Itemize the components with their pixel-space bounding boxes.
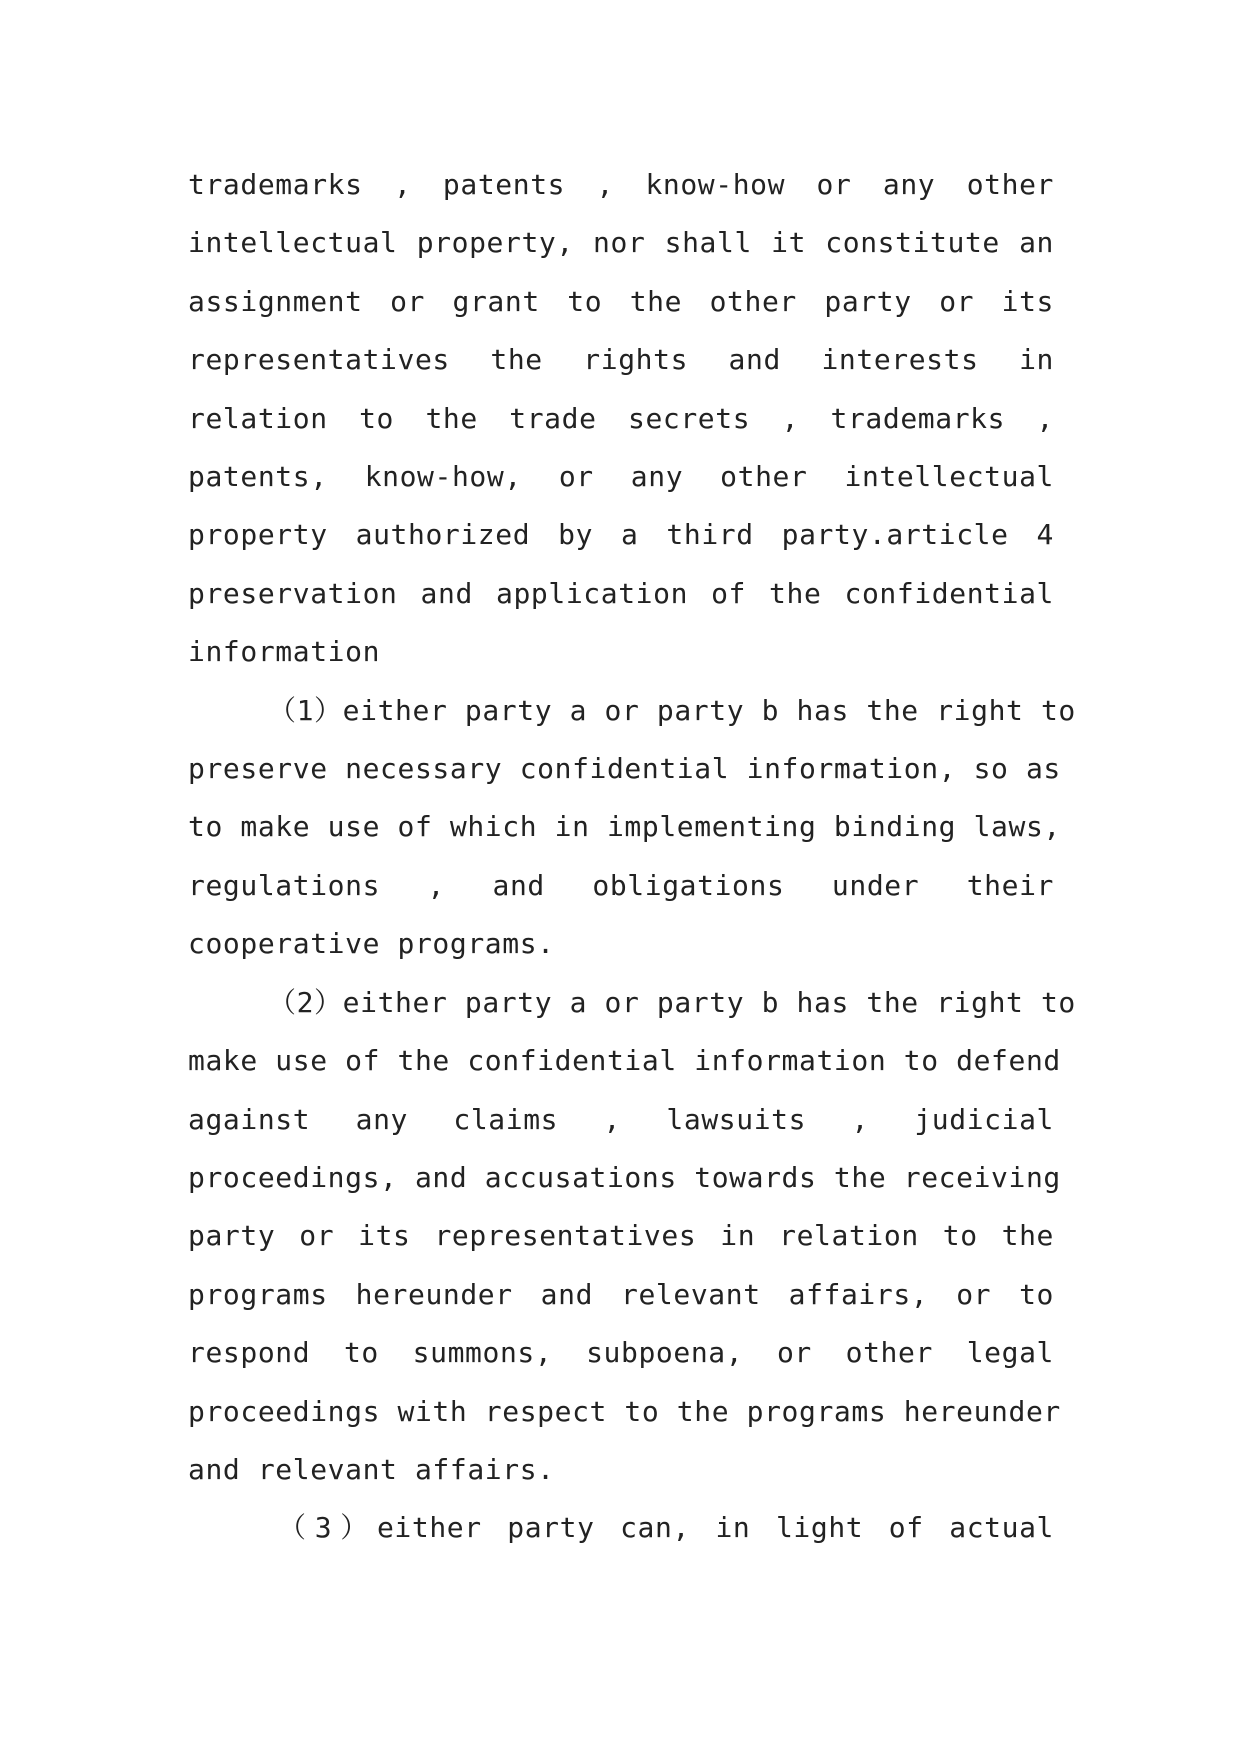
paragraph-item-1 <box>188 682 1076 974</box>
text-line: proceedings, and accusations towards the receiving <box>188 1160 1061 1194</box>
text-line: relation to the trade secrets , trademarks , <box>188 401 1054 435</box>
text-line: against any claims , lawsuits , judicial <box>188 1102 1054 1136</box>
document-body <box>188 156 1076 1558</box>
text-line: respond to summons, subpoena, or other legal <box>188 1336 1054 1370</box>
text-line: regulations , and obligations under their <box>188 868 1054 902</box>
text-line: cooperative programs. <box>188 927 555 961</box>
text-line: preserve necessary confidential information, so as <box>188 752 1061 786</box>
text-line: programs hereunder and relevant affairs, or to <box>188 1277 1054 1311</box>
paragraph-item-2 <box>188 974 1076 1500</box>
text-line: to make use of which in implementing binding laws, <box>188 810 1061 844</box>
paragraph-continuation <box>188 156 1054 682</box>
text-line: representatives the rights and interests in <box>188 343 1054 377</box>
text-line: information <box>188 635 381 669</box>
text-line: trademarks , patents , know-how or any other <box>188 168 1054 201</box>
text-line: assignment or grant to the other party or its <box>188 284 1054 318</box>
text-line: （2）either party a or party b has the right to <box>268 985 1076 1019</box>
text-line: make use of the confidential information to defend <box>188 1044 1061 1078</box>
text-line: party or its representatives in relation to the <box>188 1219 1054 1253</box>
text-line: proceedings with respect to the programs hereunder <box>188 1394 1061 1428</box>
text-line: （1）either party a or party b has the right to <box>268 693 1076 727</box>
paragraph-item-3 <box>188 1499 1054 1557</box>
text-line: （3）either party can, in light of actual <box>278 1511 1054 1545</box>
text-line: patents, know-how, or any other intellectual <box>188 460 1054 494</box>
text-line: property authorized by a third party.article 4 <box>188 518 1054 552</box>
text-line: and relevant affairs. <box>188 1452 555 1486</box>
text-line: intellectual property, nor shall it constitute an <box>188 226 1054 260</box>
text-line: preservation and application of the confidential <box>188 576 1054 610</box>
